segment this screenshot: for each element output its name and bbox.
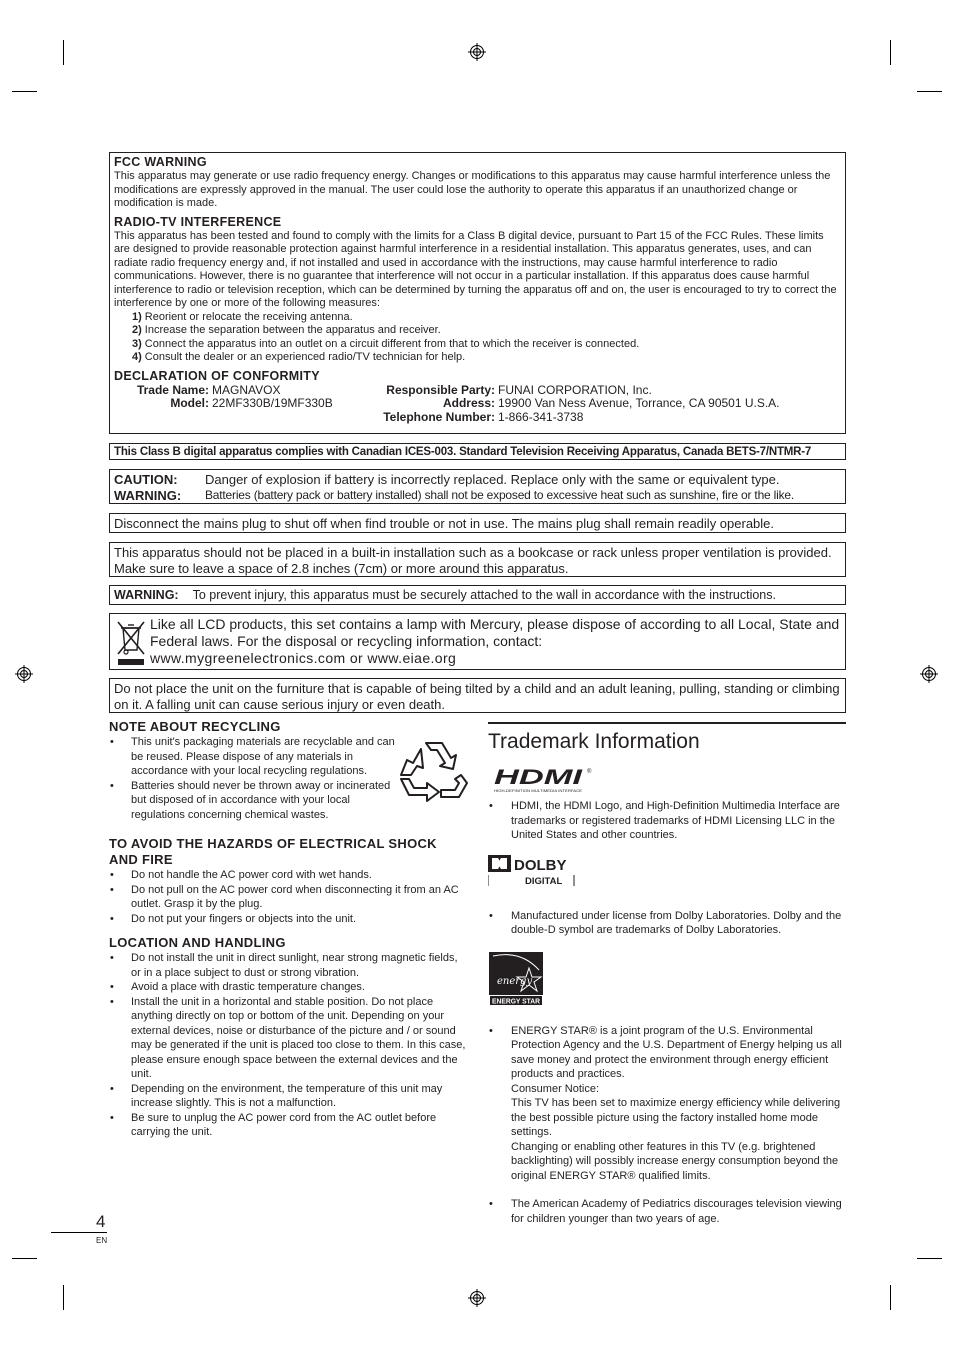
mains-box [109, 513, 846, 533]
language-code: EN [96, 1236, 108, 1245]
fcc-heading: FCC WARNING [114, 155, 207, 169]
crop-mark [890, 1285, 891, 1310]
caution-text: Danger of explosion if battery is incorrectly replaced. Replace only with the same or equivalent type. [205, 472, 780, 487]
tilt-text: Do not place the unit on the furniture that is capable of being tilted by a child and an adult leaning, pulling, standing or climbing on it. A falling unit can cause serious injury or even death. [114, 681, 840, 712]
trademark-title: Trademark Information [488, 730, 700, 753]
caution-box [109, 469, 846, 504]
trade-name: MAGNAVOX [212, 382, 281, 397]
svg-text:HDMI: HDMI [494, 766, 584, 789]
crop-mark [917, 91, 942, 92]
svg-text:DIGITAL: DIGITAL [525, 875, 563, 887]
recycling-list [109, 735, 399, 822]
consumer-text-2: Changing or enabling other features in this TV (e.g. brightened backlighting) will possibly increase energy consumption beyond the original ENERGY STAR® qualified limits. [511, 1140, 839, 1182]
energy-text: • ENERGY STAR® is a joint program of the U.S. Environmental Protection Agency and the U.S. Department of Energy helping us all save money and protect the environment through energy efficient products and practices. [511, 1024, 842, 1080]
recycle-icon [399, 735, 469, 805]
page-number: 4 [96, 1212, 106, 1231]
left-column [109, 719, 469, 1140]
builtin-box [109, 542, 846, 577]
list-item: • Do not install the unit in direct sunlight, near strong magnetic fields, or in a place subject to dust or strong vibration. [109, 951, 469, 980]
list-item: • Do not handle the AC power cord with wet hands. [109, 868, 469, 883]
svg-text:ENERGY STAR: ENERGY STAR [492, 998, 540, 1005]
right-column [488, 722, 846, 1226]
list-item: 2) Increase the separation between the apparatus and receiver. [132, 324, 441, 336]
radio-heading: RADIO-TV INTERFERENCE [114, 214, 282, 229]
list-item: • HDMI, the HDMI Logo, and High-Definition Multimedia Interface are trademarks or registered trademarks of HDMI Licensing LLC in the United States and other countries. [488, 799, 846, 843]
wall-warning-text: To prevent injury, this apparatus must be securely attached to the wall in accordance with the instructions. [192, 588, 776, 602]
registration-mark-icon [920, 665, 938, 683]
lamp-text: Like all LCD products, this set contains a lamp with Mercury, please dispose of according to all Local, State and Federal laws. For the disposal or recycling information, contact: [150, 616, 840, 649]
svg-text:energy: energy [497, 975, 533, 987]
address: 19900 Van Ness Avenue, Torrance, CA 90501 U.S.A. [498, 396, 780, 410]
ices-box [109, 443, 846, 460]
address-label: Address: [442, 396, 495, 410]
builtin-text: This apparatus should not be placed in a built-in installation such as a bookcase or rack unless proper ventilation is provided. Make sure to leave a space of 2.8 inches (7cm) or more around this apparatus. [114, 545, 832, 576]
list-item: • Avoid a place with drastic temperature changes. [109, 980, 469, 995]
lamp-urls: www.mygreenelectronics.com or www.eiae.org [150, 650, 457, 666]
hazards-heading: TO AVOID THE HAZARDS OF ELECTRICAL SHOCK AND FIRE [109, 836, 437, 867]
dolby-list [488, 909, 846, 938]
fcc-box [109, 152, 846, 434]
measures-list [132, 311, 841, 365]
party-label: Responsible Party: [386, 382, 495, 397]
fcc-text: This apparatus may generate or use radio frequency energy. Changes or modifications to this apparatus may cause harmful interference unless the modifications are expressly approved in the manual. The user could lose the authority to operate this apparatus if an unauthorized change or modification is made. [114, 170, 831, 209]
list-item: • Depending on the environment, the temperature of this unit may increase slightly. This is not a malfunction. [109, 1082, 469, 1111]
list-item: • Do not pull on the AC power cord when disconnecting it from an AC outlet. Grasp it by the plug. [109, 883, 469, 912]
caution-label: CAUTION: [114, 472, 178, 487]
declaration-heading: DECLARATION OF CONFORMITY [114, 368, 320, 383]
declaration-grid [114, 384, 841, 425]
tilt-box [109, 678, 846, 713]
crop-mark [63, 1285, 64, 1310]
trade-name-label: Trade Name: [136, 382, 209, 397]
list-item: • The American Academy of Pediatrics discourages television viewing for children younger than two years of age. [488, 1197, 846, 1226]
svg-text:DOLBY: DOLBY [514, 856, 567, 874]
recycling-heading: NOTE ABOUT RECYCLING [109, 719, 281, 734]
crop-mark [890, 40, 891, 65]
lamp-box [109, 613, 846, 670]
list-item: • Do not put your fingers or objects into the unit. [109, 912, 469, 927]
list-item: • Be sure to unplug the AC power cord from the AC outlet before carrying the unit. [109, 1111, 469, 1140]
svg-text:HIGH-DEFINITION MULTIMEDIA INT: HIGH-DEFINITION MULTIMEDIA INTERFACE [494, 789, 583, 793]
hazards-list [109, 868, 469, 926]
pediatrics-list [488, 1197, 846, 1226]
energy-star-logo-icon [489, 952, 543, 1006]
phone: 1-866-341-3738 [498, 409, 584, 424]
dolby-digital-logo-icon [488, 853, 578, 887]
registration-mark-icon [468, 1289, 486, 1307]
wall-warning-box [109, 585, 846, 605]
list-item: 4) Consult the dealer or an experienced radio/TV technician for help. [132, 351, 466, 363]
party: FUNAI CORPORATION, Inc. [498, 382, 652, 397]
phone-label: Telephone Number: [383, 409, 495, 424]
wall-warning-label: WARNING: [114, 588, 179, 602]
consumer-heading: Consumer Notice: [511, 1082, 600, 1095]
list-item: 1) Reorient or relocate the receiving antenna. [132, 310, 353, 323]
crop-mark [12, 1258, 37, 1259]
warning-text: Batteries (battery pack or battery installed) shall not be exposed to excessive heat such as sunshine, fire or the like. [205, 487, 794, 502]
ices-text: This Class B digital apparatus complies with Canadian ICES-003. Standard Television Receiving Apparatus, Canada BETS-7/NTMR-7 [114, 446, 812, 458]
list-item: • Batteries should never be thrown away or incinerated but disposed of in accordance with your local regulations concerning chemical wastes. [109, 779, 399, 823]
model: 22MF330B/19MF330B [212, 396, 333, 410]
crop-mark [12, 91, 37, 92]
recycling-section [109, 735, 469, 822]
page-number-rule [51, 1232, 107, 1233]
trademark-rule [488, 722, 846, 724]
list-item [488, 1024, 846, 1184]
hdmi-list [488, 799, 846, 843]
list-item: • This unit's packaging materials are recyclable and can be reused. Please dispose of any materials in accordance with your local recycling regulations. [109, 735, 399, 779]
crop-mark [917, 1258, 942, 1259]
location-heading: LOCATION AND HANDLING [109, 935, 286, 950]
list-item: 3) Connect the apparatus into an outlet on a circuit different from that to which the receiver is connected. [132, 337, 640, 350]
list-item: • Manufactured under license from Dolby Laboratories. Dolby and the double-D symbol are trademarks of Dolby Laboratories. [488, 909, 846, 938]
location-list [109, 951, 469, 1140]
crop-mark [63, 40, 64, 65]
mains-text: Disconnect the mains plug to shut off when find trouble or not in use. The mains plug shall remain readily operable. [114, 516, 775, 531]
hdmi-logo-icon [494, 765, 594, 795]
crossed-wheelie-bin-icon [116, 618, 146, 666]
radio-text: This apparatus has been tested and found to comply with the limits for a Class B digital device, pursuant to Part 15 of the FCC Rules. These limits are designed to provide reasonable protection against harmful interference in a residential installation. This apparatus generates, uses, and can radiate radio frequency energy and, if not installed and used in accordance with the instructions, may cause harmful interference to radio communications. However, there is no guarantee that interference will not occur in a particular installation. If this apparatus does cause harmful interference to radio or television reception, which can be determined by turning the apparatus off and on, the user is encouraged to try to correct the interference by one or more of the following measures: [114, 229, 837, 309]
svg-text:®: ® [587, 769, 592, 775]
list-item: • Install the unit in a horizontal and stable position. Do not place anything directly on top or bottom of the unit. Depending on your external devices, noise or disturbance of the picture and / or sound may be generated if the unit is placed too close to them. In this case, please ensure enough space between the external devices and the unit. [109, 995, 469, 1082]
consumer-text-1: This TV has been set to maximize energy efficiency while delivering the best possible picture using the factory installed home mode settings. [511, 1097, 841, 1138]
energy-list [488, 1024, 846, 1184]
registration-mark-icon [15, 665, 33, 683]
registration-mark-icon [468, 43, 486, 61]
model-label: Model: [170, 396, 209, 410]
warning-label: WARNING: [114, 487, 182, 503]
